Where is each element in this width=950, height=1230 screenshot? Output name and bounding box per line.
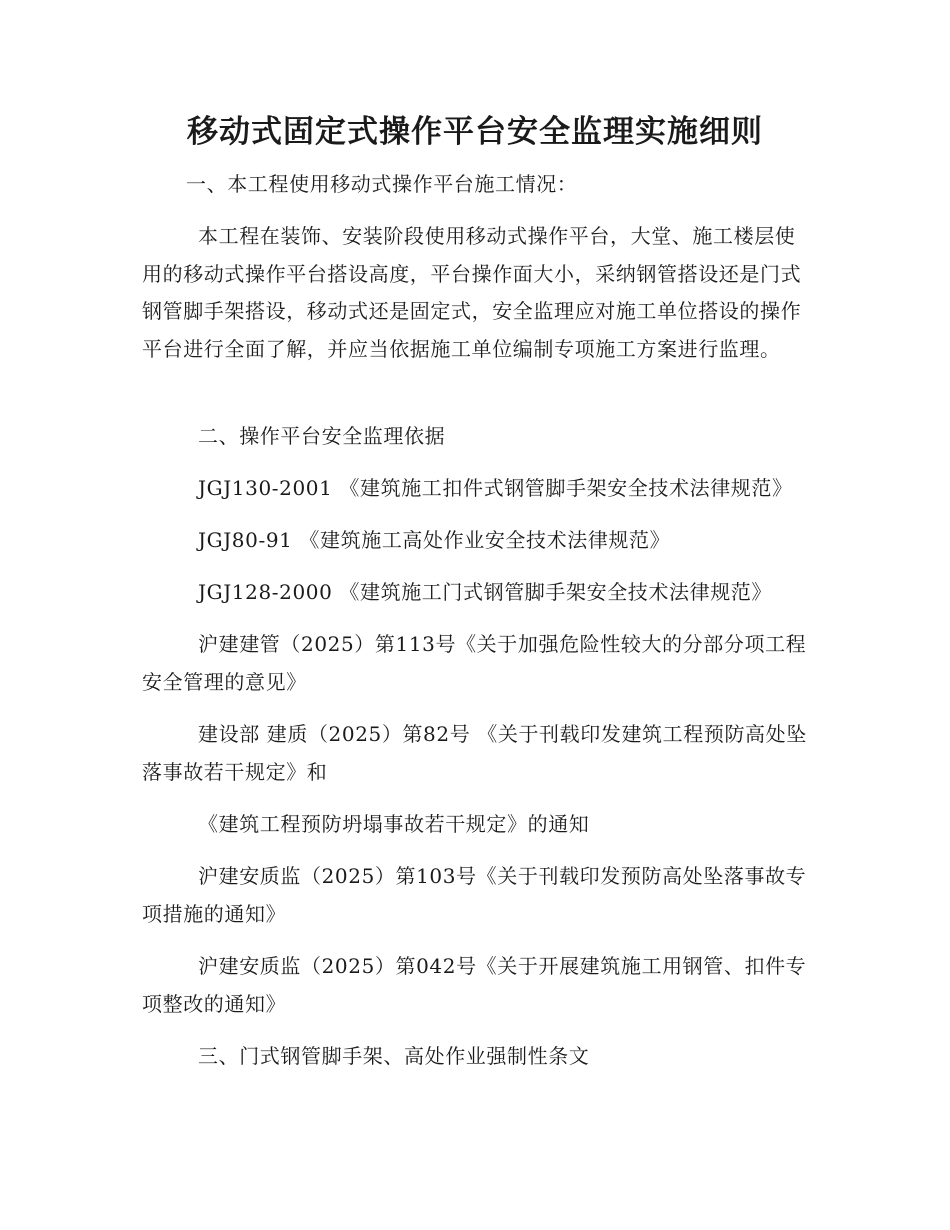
reference-jgj130: JGJ130-2001 《建筑施工扣件式钢管脚手架安全技术法律规范》 bbox=[198, 476, 793, 500]
reference-collapse-prevention: 《建筑工程预防坍塌事故若干规定》的通知 bbox=[198, 812, 590, 836]
reference-jianzhi-82: 建设部 建质（2025）第82号 《关于刊载印发建筑工程预防高处坠落事故若干规定》和 bbox=[142, 722, 807, 784]
page-title: 移动式固定式操作平台安全监理实施细则 bbox=[187, 114, 763, 150]
section-1-heading: 一、本工程使用移动式操作平台施工情况： bbox=[186, 172, 578, 196]
reference-jgj128: JGJ128-2000 《建筑施工门式钢管脚手架安全技术法律规范》 bbox=[198, 580, 772, 604]
reference-jgj80: JGJ80-91 《建筑施工高处作业安全技术法律规范》 bbox=[198, 528, 671, 552]
reference-anzhijian-042: 沪建安质监（2025）第042号《关于开展建筑施工用钢管、扣件专项整改的通知》 bbox=[142, 954, 807, 1016]
reference-anzhijian-103: 沪建安质监（2025）第103号《关于刊载印发预防高处坠落事故专项措施的通知》 bbox=[142, 864, 807, 926]
section-2-heading: 二、操作平台安全监理依据 bbox=[198, 424, 446, 448]
section-1-body: 本工程在装饰、安装阶段使用移动式操作平台，大堂、施工楼层使用的移动式操作平台搭设高度，平台操作面大小，采纳钢管搭设还是门式钢管脚手架搭设，移动式还是固定式，安全监理应对施工单位搭设的操作平台进行全面了解，并应当依据施工单位编制专项施工方案进行监理。 bbox=[142, 224, 802, 361]
reference-hujianjianguan-113: 沪建建管（2025）第113号《关于加强危险性较大的分部分项工程安全管理的意见》 bbox=[142, 632, 807, 694]
section-3-heading: 三、门式钢管脚手架、高处作业强制性条文 bbox=[198, 1044, 590, 1068]
